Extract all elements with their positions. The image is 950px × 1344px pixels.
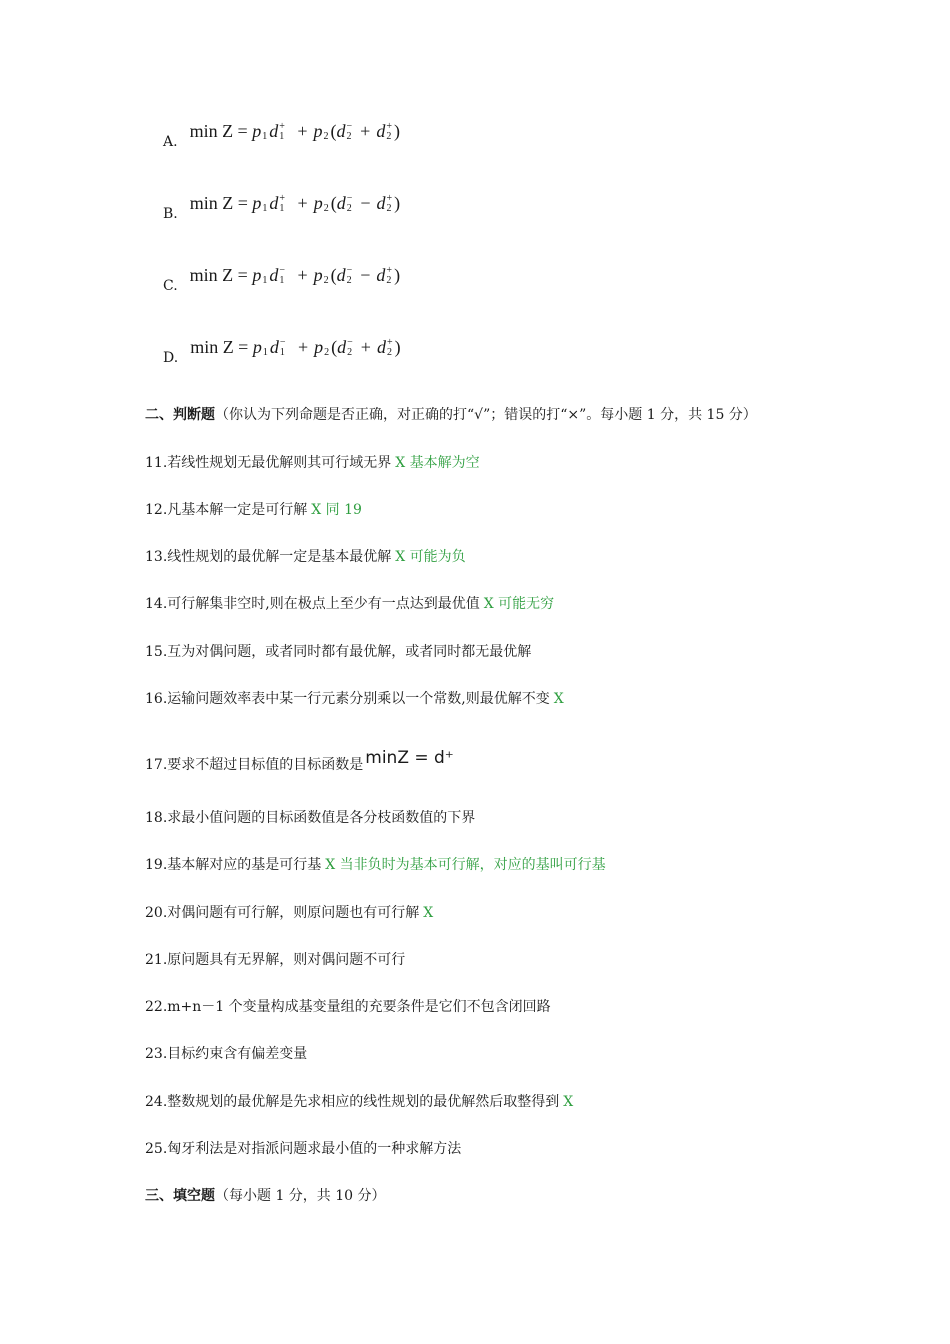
formula-op: + — [297, 265, 308, 285]
question-item — [145, 1140, 465, 1158]
formula-op: + — [297, 193, 308, 213]
option-c — [163, 264, 401, 294]
question-text: 14.可行解集非空时,则在极点上至少有一点达到最优值 — [145, 596, 480, 612]
formula-sup: + — [386, 264, 393, 276]
option-formula: min Z = p 1 d + 1 + p 2 (d − 2 − d + 2 ) — [189, 192, 401, 214]
question-item — [145, 643, 535, 661]
question-item — [145, 454, 480, 472]
answer-note: X — [423, 905, 434, 921]
formula-sup: − — [279, 336, 286, 348]
formula-sup: + — [279, 192, 286, 204]
question-text: 17.要求不超过目标值的目标函数是 — [145, 757, 364, 773]
formula-op: − — [360, 265, 371, 285]
formula-lhs: min Z = — [190, 337, 249, 357]
formula-op: + — [360, 121, 371, 141]
formula-sub: 1 — [279, 130, 285, 142]
formula-op: + — [360, 337, 371, 357]
answer-note: X — [553, 691, 564, 707]
formula-sub: 1 — [279, 202, 285, 214]
question-item — [145, 856, 606, 874]
question-text: 19.基本解对应的基是可行基 — [145, 857, 322, 873]
answer-note: X 同 19 — [311, 502, 362, 518]
question-item — [145, 748, 458, 774]
option-a — [163, 120, 400, 150]
question-item — [145, 1045, 311, 1063]
question-item — [145, 595, 554, 613]
formula-sub: 1 — [279, 274, 285, 286]
option-formula: min Z = p 1 d − 1 + p 2 (d − 2 + d + 2 ) — [190, 336, 401, 358]
question-item — [145, 1093, 573, 1111]
answer-note: X 可能为负 — [395, 549, 466, 565]
formula-op: + — [297, 121, 308, 141]
formula-lhs: min Z = — [189, 265, 248, 285]
question-text: 23.目标约束含有偏差变量 — [145, 1046, 308, 1062]
section-desc: （每小题 1 分，共 10 分） — [215, 1188, 386, 1204]
question-text: 22.m+n－1 个变量构成基变量组的充要条件是它们不包含闭回路 — [145, 999, 551, 1015]
option-letter: C. — [163, 277, 178, 294]
question-item — [145, 904, 433, 922]
question-item — [145, 548, 466, 566]
question-text: 12.凡基本解一定是可行解 — [145, 502, 308, 518]
option-letter: A. — [163, 133, 178, 150]
inline-formula: minZ = d⁺ — [365, 748, 454, 768]
formula-sup: + — [386, 192, 393, 204]
question-item — [145, 951, 409, 969]
question-text: 16.运输问题效率表中某一行元素分别乘以一个常数,则最优解不变 — [145, 691, 550, 707]
question-text: 21.原问题具有无界解，则对偶问题不可行 — [145, 952, 406, 968]
formula-sup: − — [346, 192, 353, 204]
question-text: 24.整数规划的最优解是先求相应的线性规划的最优解然后取整得到 — [145, 1094, 560, 1110]
section-title: 二、判断题 — [145, 407, 215, 423]
answer-note: X 当非负时为基本可行解，对应的基叫可行基 — [325, 857, 606, 873]
option-b — [163, 192, 401, 222]
question-text: 13.线性规划的最优解一定是基本最优解 — [145, 549, 392, 565]
question-item — [145, 501, 362, 519]
answer-note: X 基本解为空 — [395, 455, 480, 471]
formula-op: + — [297, 337, 309, 357]
question-text: 15.互为对偶问题，或者同时都有最优解，或者同时都无最优解 — [145, 644, 532, 660]
question-text: 18.求最小值问题的目标函数值是各分枝函数值的下界 — [145, 810, 476, 826]
option-letter: B. — [163, 205, 178, 222]
question-item — [145, 998, 555, 1016]
formula-lhs: min Z = — [189, 121, 248, 141]
answer-note: X 可能无穷 — [483, 596, 555, 612]
formula-op: − — [360, 193, 371, 213]
section-heading-judgment — [145, 406, 757, 424]
option-d — [163, 336, 401, 366]
formula-sup: − — [346, 120, 353, 132]
question-text: 20.对偶问题有可行解，则原问题也有可行解 — [145, 905, 420, 921]
question-item — [145, 690, 564, 708]
formula-sup: − — [279, 264, 285, 276]
section-title: 三、填空题 — [145, 1188, 215, 1204]
formula-sup: − — [346, 264, 353, 276]
formula-sup: + — [279, 120, 285, 132]
section-heading-fill-in — [145, 1187, 386, 1205]
option-formula: min Z = p 1 d − 1 + p 2 (d − 2 − d + 2 ) — [189, 264, 401, 286]
option-formula: min Z = p 1 d + 1 + p 2 (d − 2 + d + 2 ) — [189, 120, 400, 142]
answer-note: X — [563, 1094, 574, 1110]
formula-sup: + — [386, 336, 393, 348]
question-item — [145, 809, 479, 827]
question-text: 25.匈牙利法是对指派问题求最小值的一种求解方法 — [145, 1141, 462, 1157]
option-letter: D. — [163, 349, 179, 366]
section-desc: （你认为下列命题是否正确，对正确的打“√”；错误的打“×”。每小题 1 分，共 15 分） — [215, 407, 757, 423]
question-text: 11.若线性规划无最优解则其可行域无界 — [145, 455, 392, 471]
formula-sup: + — [386, 120, 392, 132]
formula-sup: − — [347, 336, 353, 348]
formula-lhs: min Z = — [189, 193, 248, 213]
formula-sub: 1 — [279, 346, 285, 358]
